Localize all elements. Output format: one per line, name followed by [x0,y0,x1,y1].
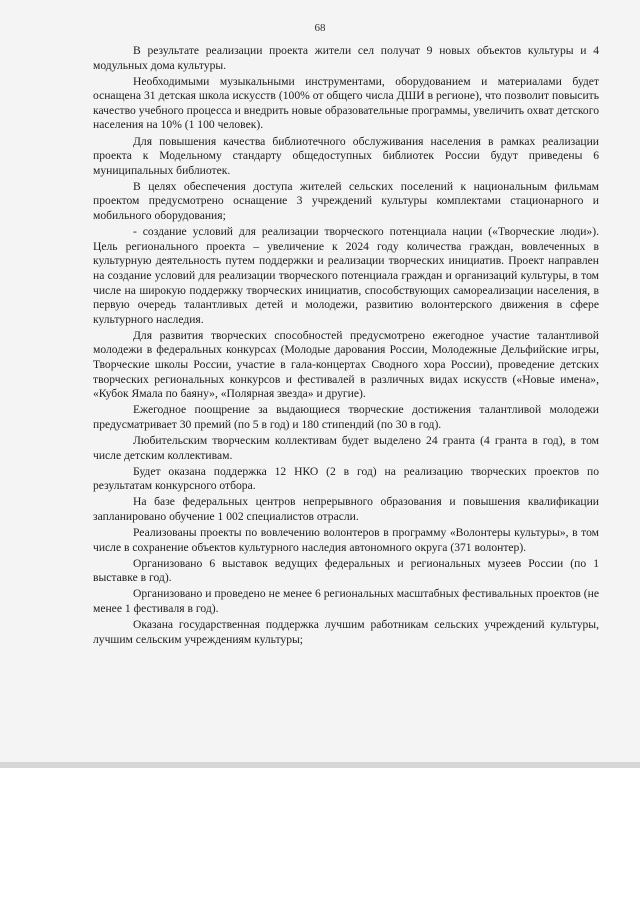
paragraph: - создание условий для реализации творческого потенциала нации («Творческие люди»). Цель регионального проекта – увеличение к 2024 году количества граждан, вовлеченных в культурную деятельность путем поддержки и реализации творческих инициатив. Проект направлен на создание условий для реализации творческого потенциала граждан и организаций культуры, в том числе на широкую поддержку творческих инициатив, способствующих самореализации населения, в первую очередь талантливых детей и молодежи, развитию волонтерского движения в сфере культурного наследия. [93,225,599,326]
paragraph: В результате реализации проекта жители сел получат 9 новых объектов культуры и 4 модульных дома культуры. [93,44,599,72]
page-bottom-edge [0,762,640,768]
paragraph: Реализованы проекты по вовлечению волонтеров в программу «Волонтеры культуры», в том числе в сохранение объектов культурного наследия автономного округа (371 волонтер). [93,526,599,554]
body-text [93,44,599,649]
paragraph: Организовано и проведено не менее 6 региональных масштабных фестивальных проектов (не менее 1 фестиваля в год). [93,587,599,615]
page-number: 68 [314,22,326,34]
paragraph: Ежегодное поощрение за выдающиеся творческие достижения талантливой молодежи предусматривает 30 премий (по 5 в год) и 180 стипендий (по 30 в год). [93,403,599,431]
paragraph: Для развития творческих способностей предусмотрено ежегодное участие талантливой молодежи в федеральных конкурсах (Молодые дарования России, Молодежные Дельфийские игры, Творческие школы России, участие в гала-концертах Сводного хора России), проведение детских творческих региональных конкурсов и фестивалей в различных видах искусств («Новые имена», «Кубок Ямала по баяну», «Полярная звезда» и другие). [93,328,599,401]
paragraph: Оказана государственная поддержка лучшим работникам сельских учреждений культуры, лучшим сельским учреждениям культуры; [93,618,599,646]
paragraph: Необходимыми музыкальными инструментами, оборудованием и материалами будет оснащена 31 детская школа искусств (100% от общего числа ДШИ в регионе), что позволит повысить качество учебного процесса и внедрить новые образовательные программы, увеличить охват детского населения на 10% (1 100 человек). [93,74,599,132]
paragraph: Любительским творческим коллективам будет выделено 24 гранта (4 гранта в год), в том числе детским коллективам. [93,433,599,462]
paragraph: Будет оказана поддержка 12 НКО (2 в год) на реализацию творческих проектов по результатам конкурсного отбора. [93,464,599,493]
paragraph: В целях обеспечения доступа жителей сельских поселений к национальным фильмам проектом предусмотрено оснащение 3 учреждений культуры комплектами стационарного и мобильного оборудования; [93,179,599,223]
paragraph: Для повышения качества библиотечного обслуживания населения в рамках реализации проекта к Модельному стандарту общедоступных библиотек России будут приведены 6 муниципальных библиотек. [93,134,599,177]
paragraph: Организовано 6 выставок ведущих федеральных и региональных музеев России (по 1 выставке в год). [93,556,599,585]
paragraph: На базе федеральных центров непрерывного образования и повышения квалификации запланировано обучение 1 002 специалистов отрасли. [93,495,599,523]
